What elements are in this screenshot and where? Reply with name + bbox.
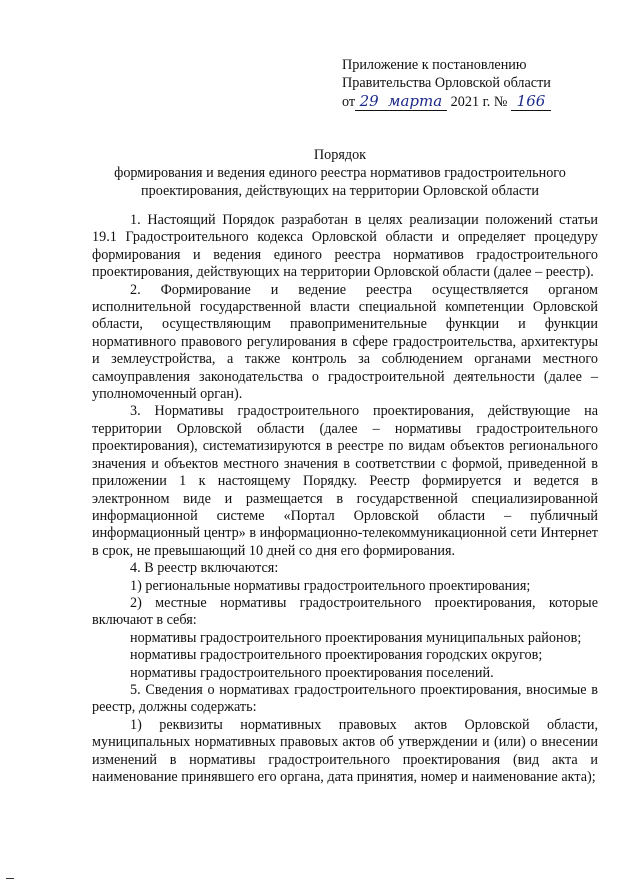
handwritten-month: марта (383, 92, 447, 111)
handwritten-number: 166 (511, 92, 551, 111)
paragraph-1: 1. Настоящий Порядок разработан в целях реализации положений статьи 19.1 Градостроительного кодекса Орловской области и определяет процедуру формирования и ведения единого реестра нормативов градостроительного проектирования, действующих на территории Орловской области (далее – реестр). (92, 212, 598, 281)
document-body (92, 212, 598, 786)
appendix-prefix: от (342, 94, 356, 110)
appendix-line-2: Правительства Орловской области (342, 75, 551, 91)
title-line-2: формирования и ведения единого реестра нормативов градостроительного (114, 165, 566, 181)
paragraph-3: 3. Нормативы градостроительного проектирования, действующие на территории Орловской области (далее – нормативы градостроительного проектирования), систематизируются в реестре по видам объектов регионального значения и объектов местного значения в соответствии с формой, приведенной в приложении 1 к настоящему Порядку. Реестр формируется и ведется в электронном виде и размещается в государственной специализированной информационной системе «Портал Орловской области – публичный информационный центр» в информационно-телекоммуникационной сети Интернет в срок, не превышающий 10 дней со дня его формирования. (92, 403, 598, 559)
sub-item-settlements: нормативы градостроительного проектирования поселений. (130, 664, 494, 681)
appendix-header (342, 56, 622, 111)
document-title (70, 146, 610, 200)
appendix-line-1: Приложение к постановлению (342, 57, 527, 73)
sub-item-urban-districts: нормативы градостроительного проектирования городских округов; (130, 647, 543, 664)
list-item-2: 2) местные нормативы градостроительного проектирования, которые включают в себя: (92, 594, 598, 629)
paragraph-2: 2. Формирование и ведение реестра осуществляется органом исполнительной государственной власти специальной компетенции Орловской области, осуществляющим правоприменительные функции и функции нормативного правового регулирования в сфере градостроительства, архитектуры и землеустройства, а также контроль за соблюдением органами местного самоуправления законодательства о градостроительной деятельности (далее – уполномоченный орган). (92, 281, 598, 403)
handwritten-day: 29 (355, 92, 383, 111)
paragraph-4: 4. В реестр включаются: (130, 560, 279, 577)
scan-edge-mark (6, 878, 14, 879)
title-line-1: Порядок (313, 147, 367, 163)
appendix-year: 2021 г. № (450, 94, 508, 110)
title-line-3: проектирования, действующих на территории Орловской области (141, 183, 539, 199)
appendix-line-3 (342, 92, 622, 111)
list-item-requisites: 1) реквизиты нормативных правовых актов Орловской области, муниципальных нормативных правовых актов об утверждении и (или) о внесении изменений в нормативы градостроительного проектирования (вид акта и наименование принявшего его органа, дата принятия, номер и наименование акта); (92, 716, 598, 785)
paragraph-5: 5. Сведения о нормативах градостроительного проектирования, вносимые в реестр, должны содержать: (92, 681, 598, 716)
list-item-1: 1) региональные нормативы градостроительного проектирования; (130, 577, 531, 594)
sub-item-districts: нормативы градостроительного проектирования муниципальных районов; (130, 629, 582, 646)
